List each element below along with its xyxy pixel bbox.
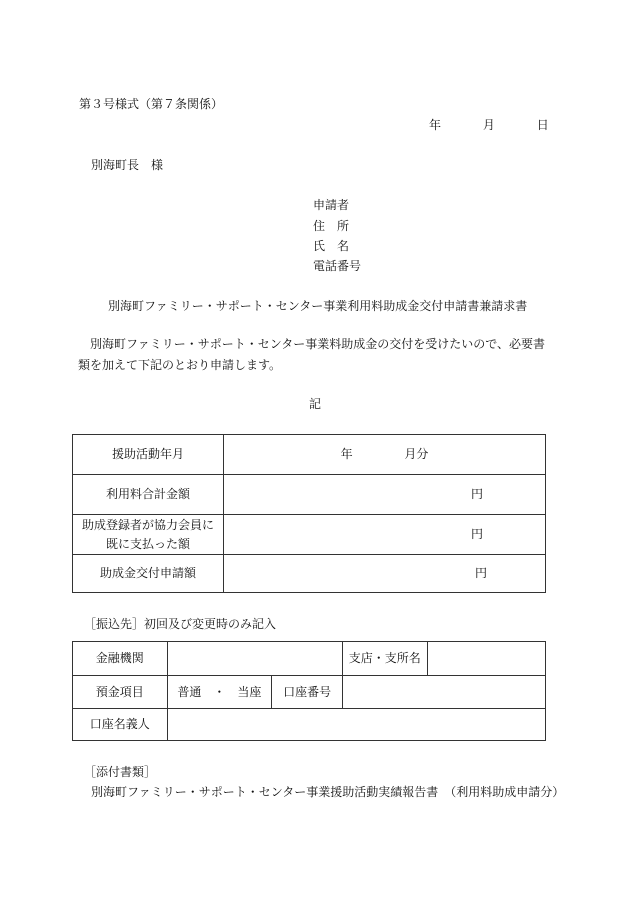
account-holder-row [73, 709, 546, 741]
account-holder-label: 口座名義人 [73, 709, 168, 741]
paid-amount-field[interactable] [224, 515, 546, 555]
attachments-heading: ［添付書類］ [84, 765, 157, 779]
paid-amount-yen: 円 [470, 527, 483, 542]
bank-transfer-heading: ［振込先］初回及び変更時のみ記入 [84, 617, 277, 631]
attachments-item: 別海町ファミリー・サポート・センター事業援助活動実績報告書 （利用料助成申請分） [91, 785, 565, 799]
bank-label: 金融機関 [73, 642, 168, 676]
applicant-phone-label: 電話番号 [313, 259, 362, 273]
body-text: 別海町ファミリー・サポート・センター事業料助成金の交付を受けたいので、必要書類を加えて下記のとおり申請します。 [78, 337, 546, 372]
activity-month-row [73, 435, 546, 475]
deposit-type-options[interactable]: 普通 ・ 当座 [167, 676, 272, 709]
total-fee-field[interactable] [224, 475, 546, 515]
grant-request-row [73, 555, 546, 593]
total-fee-yen: 円 [470, 487, 483, 502]
applicant-label: 申請者 [313, 198, 350, 212]
activity-month-unit: 月分 [404, 447, 429, 462]
branch-field[interactable] [427, 642, 545, 676]
date-day-label: 日 [536, 118, 549, 132]
branch-label: 支店・支所名 [342, 642, 427, 676]
grant-request-label: 助成金交付申請額 [73, 555, 224, 593]
activity-year-label: 年 [340, 447, 353, 462]
paid-amount-row [73, 515, 546, 555]
total-fee-label: 利用料合計金額 [73, 475, 224, 515]
deposit-type-label: 預金項目 [73, 676, 168, 709]
activity-month-label: 援助活動年月 [73, 435, 224, 475]
paid-amount-label-line1: 助成登録者が協力会員に [81, 517, 214, 532]
total-fee-row [73, 475, 546, 515]
bank-field[interactable] [167, 642, 342, 676]
applicant-name-label: 氏 名 [313, 239, 350, 253]
ki-mark: 記 [309, 397, 322, 411]
document-title: 別海町ファミリー・サポート・センター事業利用料助成金交付申請書兼請求書 [108, 299, 528, 313]
addressee: 別海町長 様 [91, 158, 164, 172]
account-number-label: 口座番号 [272, 676, 343, 709]
bank-table [72, 641, 546, 741]
date-month-label: 月 [482, 118, 495, 132]
account-number-field[interactable] [342, 676, 545, 709]
date-line [429, 117, 549, 134]
grant-request-yen: 円 [474, 566, 487, 581]
deposit-row [73, 676, 546, 709]
subsidy-table [72, 434, 546, 593]
grant-request-field[interactable] [224, 555, 546, 593]
applicant-address-label: 住 所 [313, 219, 350, 233]
bank-row [73, 642, 546, 676]
form-number: 第３号様式（第７条関係） [79, 97, 224, 111]
activity-month-field[interactable] [224, 435, 546, 475]
paid-amount-label [73, 515, 224, 555]
date-year-label: 年 [429, 118, 442, 132]
paid-amount-label-line2: 既に支払った額 [105, 536, 190, 551]
account-holder-field[interactable] [167, 709, 545, 741]
